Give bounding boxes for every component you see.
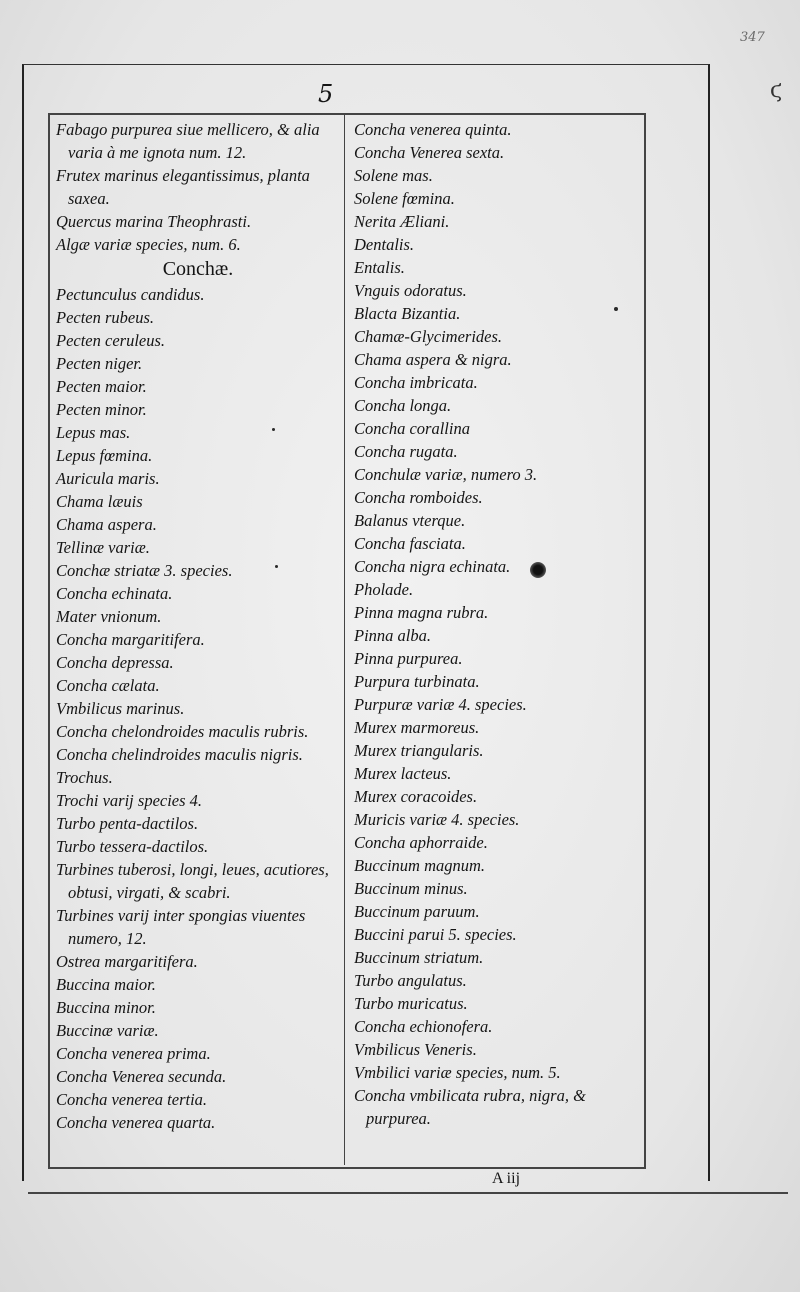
- list-entry: [56, 352, 340, 375]
- entry-text: Concha corallina: [354, 419, 470, 438]
- list-entry: [354, 900, 636, 923]
- list-entry: [56, 513, 340, 536]
- list-entry: [354, 992, 636, 1015]
- list-entry: [354, 1015, 636, 1038]
- entry-text: Concha imbricata.: [354, 373, 478, 392]
- entry-text: Turbines tuberosi, longi, leues, acutiores,: [56, 860, 329, 879]
- list-entry: [56, 973, 340, 996]
- entry-text: Murex marmoreus.: [354, 718, 480, 737]
- list-entry: [56, 329, 340, 352]
- list-entry: [56, 118, 340, 164]
- entry-text: Vmbilicus marinus.: [56, 699, 185, 718]
- entry-text: Quercus marina Theophrasti.: [56, 212, 252, 231]
- entry-text: Turbo penta-dactilos.: [56, 814, 199, 833]
- list-entry: [56, 628, 340, 651]
- list-entry: [56, 904, 340, 950]
- entry-text: Purpura turbinata.: [354, 672, 480, 691]
- entry-text: Trochi varij species 4.: [56, 791, 203, 810]
- entry-text: Concha venerea prima.: [56, 1044, 211, 1063]
- list-entry: [56, 164, 340, 210]
- list-entry: [354, 670, 636, 693]
- entry-text: Concha venerea quarta.: [56, 1113, 216, 1132]
- entry-text: Concha Venerea secunda.: [56, 1067, 227, 1086]
- list-entry: [56, 210, 340, 233]
- list-entry: [56, 950, 340, 973]
- list-entry: [354, 509, 636, 532]
- list-entry: [354, 785, 636, 808]
- entry-text: Solene mas.: [354, 166, 433, 185]
- list-entry: [354, 762, 636, 785]
- entry-text: Murex triangularis.: [354, 741, 484, 760]
- list-entry: [354, 808, 636, 831]
- list-entry: [354, 463, 636, 486]
- list-entry: [354, 486, 636, 509]
- list-entry: [354, 693, 636, 716]
- ink-speck: [272, 428, 275, 431]
- list-entry: [354, 164, 636, 187]
- entry-text: Chama aspera.: [56, 515, 157, 534]
- list-entry: [56, 605, 340, 628]
- list-entry: [56, 1088, 340, 1111]
- list-entry: [354, 210, 636, 233]
- list-entry: [354, 325, 636, 348]
- entry-text: Vmbilicus Veneris.: [354, 1040, 477, 1059]
- entry-text: Buccinum minus.: [354, 879, 468, 898]
- entry-text: Muricis variæ 4. species.: [354, 810, 520, 829]
- entry-continuation: obtusi, virgati, & scabri.: [68, 883, 231, 902]
- list-entry: [354, 302, 636, 325]
- entry-text: Buccinum paruum.: [354, 902, 480, 921]
- entry-text: Concha chelondroides maculis rubris.: [56, 722, 309, 741]
- list-entry: [56, 835, 340, 858]
- entry-text: Murex lacteus.: [354, 764, 452, 783]
- entry-text: Pinna purpurea.: [354, 649, 463, 668]
- list-entry: [56, 858, 340, 904]
- ink-blot: [530, 562, 546, 578]
- entry-text: Purpuræ variæ 4. species.: [354, 695, 527, 714]
- list-entry: [354, 555, 636, 578]
- list-entry: [56, 559, 340, 582]
- section-heading: [56, 257, 340, 281]
- list-entry: [354, 256, 636, 279]
- entry-text: Concha fasciata.: [354, 534, 466, 553]
- list-entry: [354, 854, 636, 877]
- list-entry: [56, 582, 340, 605]
- list-entry: [56, 233, 340, 256]
- entry-text: Pecten rubeus.: [56, 308, 155, 327]
- entry-text: Balanus vterque.: [354, 511, 466, 530]
- list-entry: [56, 766, 340, 789]
- entry-text: Concha romboides.: [354, 488, 483, 507]
- list-entry: [56, 1019, 340, 1042]
- list-entry: [56, 743, 340, 766]
- list-entry: [354, 394, 636, 417]
- margin-mark: ϛ: [770, 78, 783, 103]
- ink-speck: [275, 565, 278, 568]
- list-entry: [56, 1111, 340, 1134]
- entry-text: Solene fœmina.: [354, 189, 455, 208]
- entry-text: Vmbilici variæ species, num. 5.: [354, 1063, 561, 1082]
- entry-text: Concha depressa.: [56, 653, 174, 672]
- list-entry: [56, 697, 340, 720]
- list-entry: [354, 417, 636, 440]
- entry-text: Turbo tessera-dactilos.: [56, 837, 209, 856]
- entry-text: Turbo muricatus.: [354, 994, 468, 1013]
- entry-text: Pinna alba.: [354, 626, 431, 645]
- entry-text: Pecten ceruleus.: [56, 331, 166, 350]
- right-column: [354, 118, 636, 1130]
- entry-text: Concha venerea quinta.: [354, 120, 512, 139]
- entry-text: Pecten maior.: [56, 377, 147, 396]
- list-entry: [354, 371, 636, 394]
- list-entry: [354, 141, 636, 164]
- entry-continuation: saxea.: [68, 189, 110, 208]
- list-entry: [354, 348, 636, 371]
- entry-text: Concha margaritifera.: [56, 630, 205, 649]
- column-divider: [344, 115, 345, 1165]
- entry-continuation: purpurea.: [366, 1109, 431, 1128]
- entry-text: Chamæ-Glycimerides.: [354, 327, 503, 346]
- entry-text: Buccina maior.: [56, 975, 156, 994]
- list-entry: [56, 1042, 340, 1065]
- list-entry: [354, 877, 636, 900]
- list-entry: [354, 532, 636, 555]
- entry-text: Pinna magna rubra.: [354, 603, 489, 622]
- entry-text: Turbo angulatus.: [354, 971, 467, 990]
- list-entry: [354, 946, 636, 969]
- list-entry: [56, 812, 340, 835]
- list-entry: [56, 283, 340, 306]
- list-entry: [354, 440, 636, 463]
- entry-continuation: numero, 12.: [68, 929, 147, 948]
- entry-text: Concha chelindroides maculis nigris.: [56, 745, 303, 764]
- list-entry: [354, 739, 636, 762]
- entry-text: Fabago purpurea siue mellicero, & alia: [56, 120, 320, 139]
- list-entry: [354, 1061, 636, 1084]
- entry-text: Buccina minor.: [56, 998, 156, 1017]
- entry-text: Concha longa.: [354, 396, 452, 415]
- entry-text: Pholade.: [354, 580, 414, 599]
- entry-text: Concha Venerea sexta.: [354, 143, 505, 162]
- entry-text: Vnguis odoratus.: [354, 281, 467, 300]
- entry-text: Pecten minor.: [56, 400, 147, 419]
- entry-text: Buccinum striatum.: [354, 948, 484, 967]
- signature-mark: A iij: [492, 1170, 521, 1187]
- entry-text: Buccinum magnum.: [354, 856, 486, 875]
- entry-text: Conchulæ variæ, numero 3.: [354, 465, 538, 484]
- bottom-rule: [28, 1192, 788, 1194]
- entry-text: Trochus.: [56, 768, 113, 787]
- list-entry: [354, 578, 636, 601]
- list-entry: [56, 536, 340, 559]
- entry-text: Dentalis.: [354, 235, 415, 254]
- entry-text: Auricula maris.: [56, 469, 160, 488]
- list-entry: [354, 1038, 636, 1061]
- list-entry: [56, 1065, 340, 1088]
- list-entry: [56, 421, 340, 444]
- entry-text: Algæ variæ species, num. 6.: [56, 235, 241, 254]
- entry-text: Chama aspera & nigra.: [354, 350, 512, 369]
- list-entry: [354, 716, 636, 739]
- list-entry: [56, 720, 340, 743]
- list-entry: [354, 601, 636, 624]
- entry-text: Lepus fœmina.: [56, 446, 153, 465]
- entry-text: Concha rugata.: [354, 442, 458, 461]
- entry-text: Concha echinata.: [56, 584, 173, 603]
- list-entry: [354, 1084, 636, 1130]
- list-entry: [56, 490, 340, 513]
- list-entry: [354, 118, 636, 141]
- list-entry: [354, 923, 636, 946]
- entry-text: Frutex marinus elegantissimus, planta: [56, 166, 310, 185]
- list-entry: [354, 969, 636, 992]
- entry-text: Mater vnionum.: [56, 607, 162, 626]
- entry-text: Buccinæ variæ.: [56, 1021, 159, 1040]
- list-entry: [56, 674, 340, 697]
- entry-continuation: varia à me ignota num. 12.: [68, 143, 247, 162]
- list-entry: [56, 306, 340, 329]
- entry-text: Turbines varij inter spongias viuentes: [56, 906, 306, 925]
- ink-speck: [614, 307, 618, 311]
- entry-text: Tellinæ variæ.: [56, 538, 150, 557]
- entry-text: Pecten niger.: [56, 354, 143, 373]
- entry-text: Concha vmbilicata rubra, nigra, &: [354, 1086, 586, 1105]
- entry-text: Murex coracoides.: [354, 787, 478, 806]
- list-entry: [56, 996, 340, 1019]
- entry-text: Pectunculus candidus.: [56, 285, 205, 304]
- entry-text: Concha echionofera.: [354, 1017, 493, 1036]
- list-entry: [56, 375, 340, 398]
- entry-text: Concha aphorraide.: [354, 833, 488, 852]
- list-entry: [354, 233, 636, 256]
- entry-text: Lepus mas.: [56, 423, 131, 442]
- entry-text: Concha nigra echinata.: [354, 557, 511, 576]
- entry-text: Concha cælata.: [56, 676, 160, 695]
- list-entry: [354, 647, 636, 670]
- left-column: [56, 118, 340, 1134]
- entry-text: Conchæ striatæ 3. species.: [56, 561, 233, 580]
- page-number: 5: [318, 80, 334, 108]
- entry-text: Ostrea margaritifera.: [56, 952, 198, 971]
- entry-text: Concha venerea tertia.: [56, 1090, 208, 1109]
- entry-text: Conchæ.: [162, 258, 234, 280]
- list-entry: [56, 789, 340, 812]
- list-entry: [354, 831, 636, 854]
- list-entry: [354, 279, 636, 302]
- list-entry: [56, 467, 340, 490]
- entry-text: Blacta Bizantia.: [354, 304, 461, 323]
- entry-text: Chama læuis: [56, 492, 143, 511]
- list-entry: [56, 398, 340, 421]
- list-entry: [354, 187, 636, 210]
- list-entry: [354, 624, 636, 647]
- entry-text: Nerita Æliani.: [354, 212, 450, 231]
- list-entry: [56, 444, 340, 467]
- entry-text: Buccini parui 5. species.: [354, 925, 517, 944]
- entry-text: Entalis.: [354, 258, 405, 277]
- archive-number: 347: [740, 30, 765, 45]
- list-entry: [56, 651, 340, 674]
